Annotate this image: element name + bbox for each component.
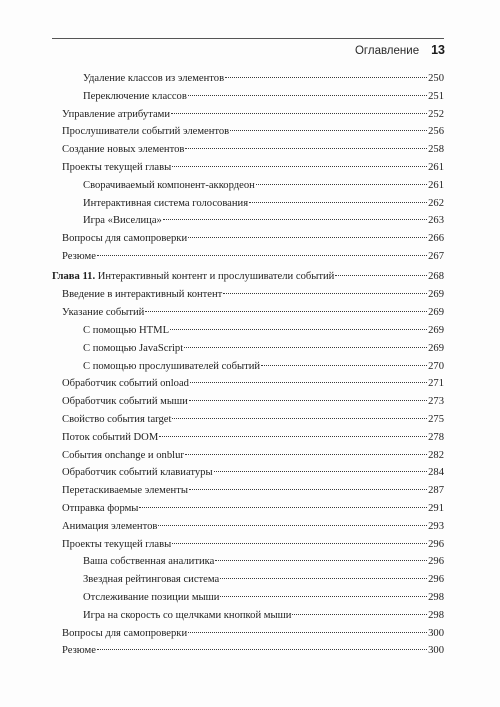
dot-leader [188,237,427,238]
dot-leader [188,95,427,96]
toc-entry-title: Звездная рейтинговая система [83,574,220,586]
toc-entry-title: Резюме [62,645,96,657]
dot-leader [159,436,427,437]
toc-entry [62,431,444,445]
toc-entry [62,143,444,157]
toc-entry-title [52,270,334,284]
toc-entry [83,573,444,587]
toc-entry [62,538,444,552]
toc-entry-title: Проекты текущей главы [62,162,172,173]
toc-entry [62,502,444,516]
toc-page-number: 258 [428,144,444,156]
dot-leader [170,329,427,330]
toc-entry-title: С помощью HTML [83,324,170,336]
dot-leader [215,560,427,561]
toc-page-number: 269 [428,324,444,336]
toc-page-number: 296 [428,574,444,586]
toc-entry-title: Игра на скорость со щелчками кнопкой мыши [83,609,292,621]
dot-leader [214,471,428,472]
dot-leader [230,130,427,131]
dot-leader [261,365,427,366]
toc-entry-title: Анимация элементов [62,520,158,532]
dot-leader [171,113,427,114]
toc-page-number: 293 [428,520,444,532]
toc-entry-title: Обработчик событий onload [62,378,189,390]
toc-page-number: 269 [428,307,444,319]
dot-leader [188,632,427,633]
toc-page-number: 269 [428,289,444,301]
toc-entry-title: Прослушиватели событий элементов [62,126,230,138]
toc-page-number: 262 [428,197,444,209]
toc-page-number: 296 [428,538,444,550]
dot-leader [189,400,427,401]
toc-entry [62,413,444,427]
toc-entry-title: Переключение классов [83,90,187,102]
page-number: 13 [431,43,445,57]
dot-leader [292,614,427,615]
toc-entry-title: Отправка формы [62,502,139,514]
toc-entry [62,627,444,641]
toc-entry [62,125,444,139]
dot-leader [256,184,427,185]
toc-entry [83,324,444,338]
toc-entry [62,395,444,409]
toc-page-number: 300 [428,645,444,657]
toc-page-number: 273 [428,396,444,408]
toc-page-number: 284 [428,467,444,479]
toc-entry-title: Введение в интерактивный контент [62,289,223,301]
toc-entry [62,161,444,175]
toc-page-number: 250 [428,73,444,84]
toc-entry [83,197,444,211]
toc-entry [83,360,444,374]
toc-entry [62,108,444,122]
toc-entry-title: Указание событий [62,307,145,319]
toc-entry-title: Вопросы для самопроверки [62,233,188,245]
toc-entry [62,250,444,264]
toc-entry [62,306,444,320]
toc-entry [83,609,444,623]
toc-entry-title: Проекты текущей главы [62,538,172,550]
toc-page-number: 296 [428,556,444,568]
toc-entry [62,520,444,534]
dot-leader [223,293,427,294]
toc-page-number: 275 [428,413,444,425]
dot-leader [172,543,427,544]
toc-page-number: 263 [428,215,444,227]
toc-page-number: 271 [428,378,444,390]
chapter-title: Интерактивный контент и прослушиватели событий [97,271,335,282]
toc-page-number: 287 [428,485,444,497]
toc-page-number: 261 [428,162,444,173]
toc-entry-title: События onchange и onblur [62,449,184,461]
toc-entry [83,90,444,104]
dot-leader [185,454,427,455]
toc-page-number: 278 [428,431,444,443]
dot-leader [158,525,427,526]
dot-leader [335,275,427,276]
toc-entry-title: Резюме [62,251,96,262]
toc-entry [62,377,444,391]
toc-entry [62,484,444,498]
toc-chapter-entry [52,270,444,284]
toc-page-number: 261 [428,179,444,191]
toc-page-number: 291 [428,502,444,514]
toc-entry-title: Ваша собственная аналитика [83,556,215,568]
dot-leader [172,166,427,167]
toc-page-number: 298 [428,591,444,603]
dot-leader [172,418,427,419]
header-rule [52,38,444,39]
dot-leader [185,148,427,149]
toc-entry-title: С помощью прослушивателей событий [83,360,261,372]
toc-entry-title: Удаление классов из элементов [83,73,225,84]
toc-entry [62,449,444,463]
toc-page-number: 298 [428,609,444,621]
toc-entry-title: Сворачиваемый компонент-аккордеон [83,179,255,191]
toc-page-number: 268 [428,271,444,282]
dot-leader [139,507,427,508]
dot-leader [249,202,427,203]
toc-page-number: 267 [428,251,444,262]
toc-entry-title: Создание новых элементов [62,144,185,156]
toc-page-number: 269 [428,342,444,354]
toc-entry-title: Интерактивная система голосования [83,197,249,209]
dot-leader [220,596,427,597]
toc-entry-title: Обработчик событий мыши [62,396,188,408]
toc-page-number: 266 [428,233,444,245]
toc-entry [83,555,444,569]
dot-leader [189,489,427,490]
toc-entry-title: Обработчик событий клавиатуры [62,467,213,479]
toc-entry-title: Игра «Виселица» [83,215,162,227]
toc-page-number: 270 [428,360,444,372]
toc-page-number: 251 [428,90,444,102]
toc-entry [62,466,444,480]
running-head [355,43,445,57]
toc-entry [62,644,444,658]
chapter-label: Глава 11. [52,271,96,282]
dot-leader [97,255,427,256]
toc-entry-title: Отслеживание позиции мыши [83,591,220,603]
toc-entry-title: Управление атрибутами [62,108,171,120]
toc-page-number: 252 [428,108,444,120]
toc-page-number: 282 [428,449,444,461]
dot-leader [225,77,427,78]
dot-leader [163,219,427,220]
toc-entry [83,342,444,356]
running-title: Оглавление [354,45,420,57]
dot-leader [97,649,427,650]
dot-leader [220,578,427,579]
dot-leader [145,311,427,312]
toc-entry-title: Поток событий DOM [62,431,159,443]
toc-entry-title: Вопросы для самопроверки [62,627,188,639]
toc-entry-title: С помощью JavaScript [83,342,184,354]
toc-entry [83,214,444,228]
toc-page-number: 256 [428,126,444,138]
dot-leader [184,347,427,348]
toc-page-number: 300 [428,627,444,639]
toc-entry-title: Свойство события target [62,413,172,425]
dot-leader [190,382,427,383]
toc-entry [83,72,444,86]
toc-entry [83,179,444,193]
toc-entry-title: Перетаскиваемые элементы [62,485,188,497]
toc-entry [62,232,444,246]
toc-entry [62,288,444,302]
toc-entry [83,591,444,605]
